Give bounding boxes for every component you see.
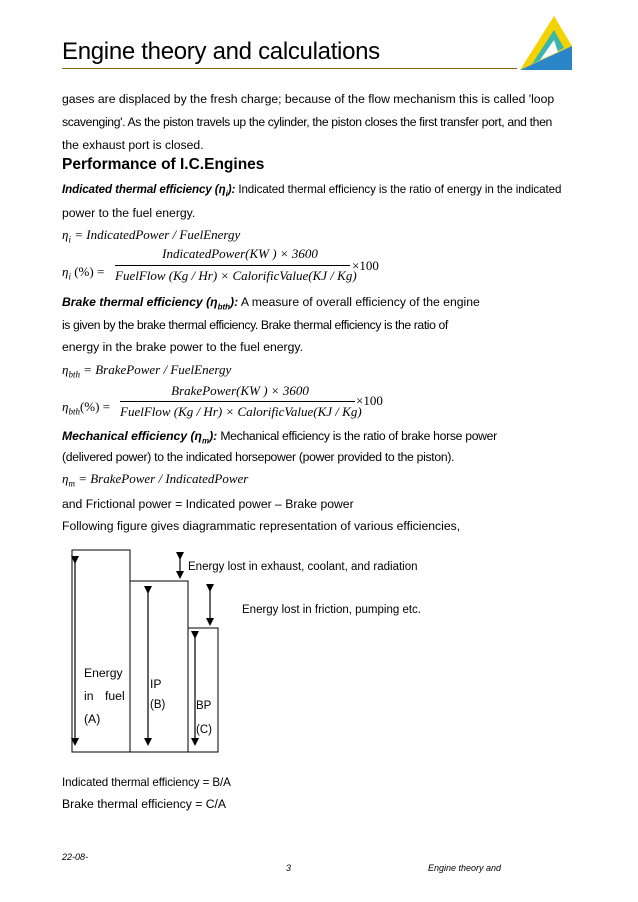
box-b xyxy=(130,581,188,752)
brake-eq-2-numerator: BrakePower(KW ) × 3600 xyxy=(171,383,309,398)
label-friction-loss: Energy lost in friction, pumping etc. xyxy=(242,604,421,616)
footer-running-title: Engine theory and xyxy=(428,863,502,873)
label-a-line-1: Energy xyxy=(84,666,123,680)
efficiency-diagram xyxy=(60,540,300,760)
brake-fraction-bar xyxy=(120,401,355,402)
brake-desc: A measure of overall efficiency of the engine xyxy=(238,295,480,309)
triangle-logo-icon xyxy=(514,12,578,76)
label-c-line-1: BP xyxy=(196,700,212,712)
label-c-line-2: (C) xyxy=(196,724,212,736)
brake-eq-2-denominator: FuelFlow (Kg / Hr) × CalorificValue(KJ / Kg) xyxy=(120,404,362,419)
brake-eq-2-lhs: $\eta_{bth}(\%)$ = xyxy=(62,399,111,417)
brake-desc-2: is given by the brake thermal efficiency. Brake thermal efficiency is the ratio of xyxy=(62,318,448,332)
label-exhaust-loss: Energy lost in exhaust, coolant, and radiation xyxy=(188,561,418,573)
figure-intro-text: Following figure gives diagrammatic representation of various efficiencies, xyxy=(62,519,461,533)
box-a xyxy=(72,550,130,752)
label-a-line-2b: fuel xyxy=(105,689,125,703)
label-b-line-1: IP xyxy=(150,677,162,691)
result-indicated: Indicated thermal efficiency = B/A xyxy=(62,776,231,789)
frictional-power-text: and Frictional power = Indicated power – Brake power xyxy=(62,497,354,511)
indicated-term: Indicated thermal efficiency $(\eta_i)$: xyxy=(62,183,236,199)
indicated-desc-2: power to the fuel energy. xyxy=(62,206,196,220)
intro-line-2: scavenging'. As the piston travels up the cylinder, the piston closes the first transfer port, and then xyxy=(62,115,552,129)
label-b-line-2: (B) xyxy=(150,699,166,711)
indicated-eq-2-denominator: FuelFlow (Kg / Hr) × CalorificValue(KJ / Kg) xyxy=(115,268,357,283)
brake-eq-1: $\eta_{bth}$ = BrakePower / FuelEnergy xyxy=(62,362,232,380)
title-rule xyxy=(62,68,517,69)
label-a-line-2a: in xyxy=(84,689,94,703)
mechanical-desc-2: (delivered power) to the indicated horsepower (power provided to the piston). xyxy=(62,450,455,464)
indicated-eq-2-multiplier: ×100 xyxy=(352,258,379,273)
intro-line-3: the exhaust port is closed. xyxy=(62,138,204,152)
brake-desc-3: energy in the brake power to the fuel energy. xyxy=(62,340,303,354)
page-title: Engine theory and calculations xyxy=(62,38,380,65)
indicated-desc: Indicated thermal efficiency is the ratio of energy in the indicated xyxy=(235,183,562,196)
result-brake: Brake thermal efficiency = C/A xyxy=(62,797,227,811)
brake-definition xyxy=(62,295,480,314)
intro-line-1: gases are displaced by the fresh charge; because of the flow mechanism this is called 'loop xyxy=(62,92,555,106)
label-a-line-3: (A) xyxy=(84,712,101,726)
indicated-eq-1: $\eta_i$ = IndicatedPower / FuelEnergy xyxy=(62,227,241,245)
brake-eq-2-multiplier: ×100 xyxy=(356,393,383,408)
indicated-eq-2-lhs: $\eta_i$ (%) = xyxy=(62,264,105,282)
section-title: Performance of I.C.Engines xyxy=(62,156,265,173)
indicated-fraction-bar xyxy=(115,265,350,266)
mechanical-term: Mechanical efficiency $(\eta_m)$: xyxy=(62,429,218,446)
footer-page-number: 3 xyxy=(286,863,292,873)
brake-term: Brake thermal efficiency $(\eta_{bth})$: xyxy=(62,295,239,312)
indicated-eq-2-numerator: IndicatedPower(KW ) × 3600 xyxy=(162,246,318,261)
mechanical-desc: Mechanical efficiency is the ratio of brake horse power xyxy=(217,429,497,443)
indicated-definition xyxy=(62,182,561,201)
mechanical-eq-1: $\eta_m$ = BrakePower / IndicatedPower xyxy=(62,471,249,489)
footer-date: 22-08- xyxy=(62,852,89,862)
mechanical-definition xyxy=(62,429,497,448)
